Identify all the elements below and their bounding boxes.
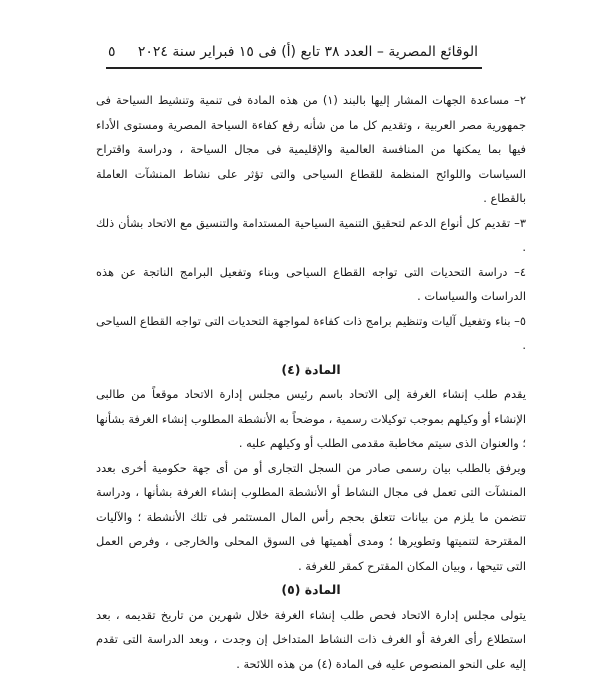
item-3: ٣– تقديم كل أنواع الدعم لتحقيق التنمية السياحية المستدامة والتنسيق مع الاتحاد بشأن ذلك .	[96, 211, 526, 260]
article-4-heading: المادة (٤)	[96, 358, 526, 383]
article-4-paragraph-2: ويرفق بالطلب بيان رسمى صادر من السجل التجارى أو من أى جهة حكومية أخرى بعدد المنشآت التى تعمل فى مجال النشاط أو الأنشطة المطلوب إنشاء الغرفة بشأنها ، ودراسة تتضمن ما يلزم من بيانات تتعلق بحجم رأس المال المستثمر فى تلك الأنشطة ؛ والآليات المقترحة لتنميتها وتطويرها ؛ ومدى أهميتها فى السوق المحلى والخارجى ، وفرص العمل التى تتيحها ، وبيان المكان المقترح كمقر للغرفة .	[96, 456, 526, 579]
article-4-paragraph-1: يقدم طلب إنشاء الغرفة إلى الاتحاد باسم رئيس مجلس إدارة الاتحاد موقعاً من طالبى الإنشاء أو وكيلهم بموجب توكيلات رسمية ، موضحاً به الأنشطة المطلوب إنشاء الغرفة بشأنها ؛ والعنوان الذى سيتم مخاطبة مقدمى الطلب أو وكيلهم عليه .	[96, 382, 526, 456]
header-title: الوقائع المصرية – العدد ٣٨ تابع (أ) فى ١٥ فبراير سنة ٢٠٢٤	[138, 44, 478, 60]
header-rule	[106, 67, 482, 69]
page-header	[108, 44, 478, 64]
document-body	[96, 88, 526, 676]
item-2: ٢– مساعدة الجهات المشار إليها بالبند (١) من هذه المادة فى تنمية وتنشيط السياحة فى جمهورية مصر العربية ، وتقديم كل ما من شأنه رفع كفاءة السياحة المصرية ومستوى الأداء فيها بما يمكنها من المنافسة العالمية والإقليمية فى مجال السياحة ، ودراسة واقتراح السياسات واللوائح المنظمة للقطاع السياحى والتى تؤثر على نشاط المنشآت العاملة بالقطاع .	[96, 88, 526, 211]
item-4: ٤– دراسة التحديات التى تواجه القطاع السياحى وبناء وتفعيل البرامج الناتجة عن هذه الدراسات والسياسات .	[96, 260, 526, 309]
article-5-paragraph-1: يتولى مجلس إدارة الاتحاد فحص طلب إنشاء الغرفة خلال شهرين من تاريخ تقديمه ، بعد استطلاع رأى الغرفة أو الغرف ذات النشاط المتداخل إن وجدت ، وبعد الدراسة التى تقدم إليه على النحو المنصوص عليه فى المادة (٤) من هذه اللائحة .	[96, 603, 526, 676]
item-5: ٥– بناء وتفعيل آليات وتنظيم برامج ذات كفاءة لمواجهة التحديات التى تواجه القطاع السياحى .	[96, 309, 526, 358]
article-5-heading: المادة (٥)	[96, 578, 526, 603]
page-number: ٥	[108, 44, 116, 60]
